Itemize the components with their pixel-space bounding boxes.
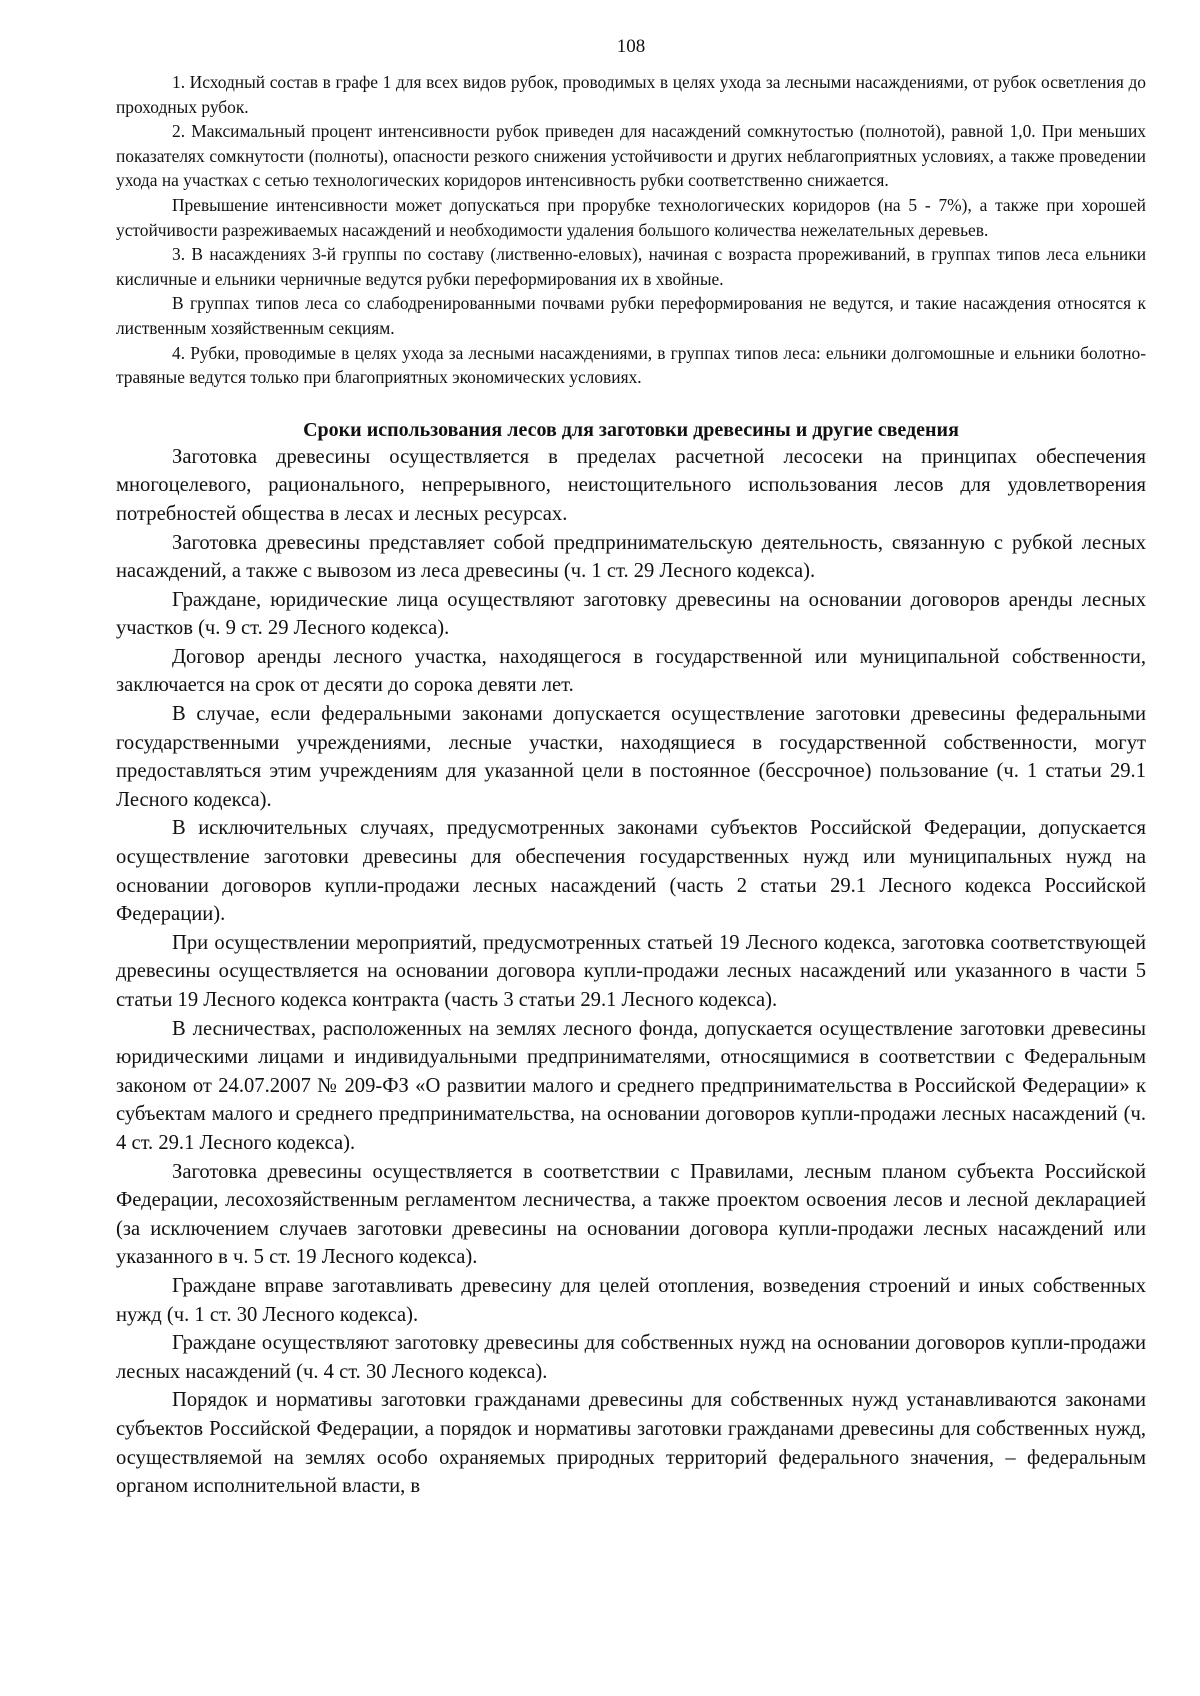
page-number: 108 <box>616 36 646 57</box>
body-paragraph: Заготовка древесины осуществляется в соответствии с Правилами, лесным планом субъекта Российской Федерации, лесохозяйственным регламентом лесничества, а также проектом освоения лесов и лесной декларацией (за исключением случаев заготовки древесины на основании договора купли-продажи лесных насаждений или указанного в ч. 5 ст. 19 Лесного кодекса). <box>116 1160 1146 1269</box>
note-paragraph: 4. Рубки, проводимые в целях ухода за лесными насаждениями, в группах типов леса: ельники долгомошные и ельники болотно-травяные ведутся только при благоприятных экономических условиях. <box>116 342 1146 388</box>
body-paragraph: В случае, если федеральными законами допускается осуществление заготовки древесины федеральными государственными учреждениями, лесные участки, находящиеся в государственной собственности, могут предоставляться этим учреждениям для указанной цели в постоянное (бессрочное) пользование (ч. 1 статьи 29.1 Лесного кодекса). <box>116 703 1146 811</box>
note-paragraph: 1. Исходный состав в графе 1 для всех видов рубок, проводимых в целях ухода за лесными насаждениями, от рубок осветления до проходных рубок. <box>116 72 1146 117</box>
section-title: Сроки использования лесов для заготовки древесины и другие сведения <box>303 418 959 441</box>
body-paragraph: В исключительных случаях, предусмотренных законами субъектов Российской Федерации, допускается осуществление заготовки древесины для обеспечения государственных нужд или муниципальных нужд на основании договоров купли-продажи лесных насаждений (часть 2 статьи 29.1 Лесного кодекса Российской Федерации). <box>116 817 1146 926</box>
body-paragraph: Порядок и нормативы заготовки гражданами древесины для собственных нужд устанавливаются законами субъектов Российской Федерации, а порядок и нормативы заготовки гражданами древесины для собственных нужд, осуществляемой на землях особо охраняемых природных территорий федерального значения, – федеральным органом исполнительной власти, в <box>116 1389 1146 1498</box>
notes-block <box>116 70 1146 390</box>
body-paragraph: Граждане, юридические лица осуществляют заготовку древесины на основании договоров аренды лесных участков (ч. 9 ст. 29 Лесного кодекса). <box>116 588 1146 640</box>
note-paragraph: Превышение интенсивности может допускаться при прорубке технологических коридоров (на 5 - 7%), а также при хорошей устойчивости разреживаемых насаждений и необходимости удаления большого количества нежелательных деревьев. <box>116 194 1146 240</box>
body-text <box>116 443 1146 1501</box>
note-paragraph: В группах типов леса со слабодренированными почвами рубки переформирования не ведутся, и такие насаждения относятся к лиственным хозяйственным секциям. <box>116 293 1146 338</box>
body-paragraph: Договор аренды лесного участка, находящегося в государственной или муниципальной собственности, заключается на срок от десяти до сорока девяти лет. <box>116 645 1146 697</box>
body-paragraph: Заготовка древесины представляет собой предпринимательскую деятельность, связанную с рубкой лесных насаждений, а также с вывозом из леса древесины (ч. 1 ст. 29 Лесного кодекса). <box>116 531 1146 583</box>
note-paragraph: 3. В насаждениях 3-й группы по составу (лиственно-еловых), начиная с возраста прореживаний, в группах типов леса ельники кисличные и ельники черничные ведутся рубки переформирования их в хвойные. <box>116 244 1146 289</box>
body-paragraph: При осуществлении мероприятий, предусмотренных статьей 19 Лесного кодекса, заготовка соответствующей древесины осуществляется на основании договора купли-продажи лесных насаждений или указанного в части 5 статьи 19 Лесного кодекса контракта (часть 3 статьи 29.1 Лесного кодекса). <box>116 931 1146 1011</box>
body-paragraph: Граждане вправе заготавливать древесину для целей отопления, возведения строений и иных собственных нужд (ч. 1 ст. 30 Лесного кодекса). <box>116 1274 1146 1326</box>
body-paragraph: Заготовка древесины осуществляется в пределах расчетной лесосеки на принципах обеспечения многоцелевого, рационального, непрерывного, неистощительного использования лесов для удовлетворения потребностей общества в лесах и лесных ресурсах. <box>116 445 1146 525</box>
note-paragraph: 2. Максимальный процент интенсивности рубок приведен для насаждений сомкнутостью (полнотой), равной 1,0. При меньших показателях сомкнутости (полноты), опасности резкого снижения устойчивости и других неблагоприятных условиях, а также проведении ухода на участках с сетью технологических коридоров интенсивность рубки соответственно снижается. <box>116 121 1146 191</box>
body-paragraph: Граждане осуществляют заготовку древесины для собственных нужд на основании договоров купли-продажи лесных насаждений (ч. 4 ст. 30 Лесного кодекса). <box>116 1332 1146 1383</box>
body-paragraph: В лесничествах, расположенных на землях лесного фонда, допускается осуществление заготовки древесины юридическими лицами и индивидуальными предпринимателями, относящимися в соответствии с Федеральным законом от 24.07.2007 № 209-ФЗ «О развитии малого и среднего предпринимательства в Российской Федерации» к субъектам малого и среднего предпринимательства, на основании договоров купли-продажи лесных насаждений (ч. 4 ст. 29.1 Лесного кодекса). <box>116 1017 1146 1154</box>
